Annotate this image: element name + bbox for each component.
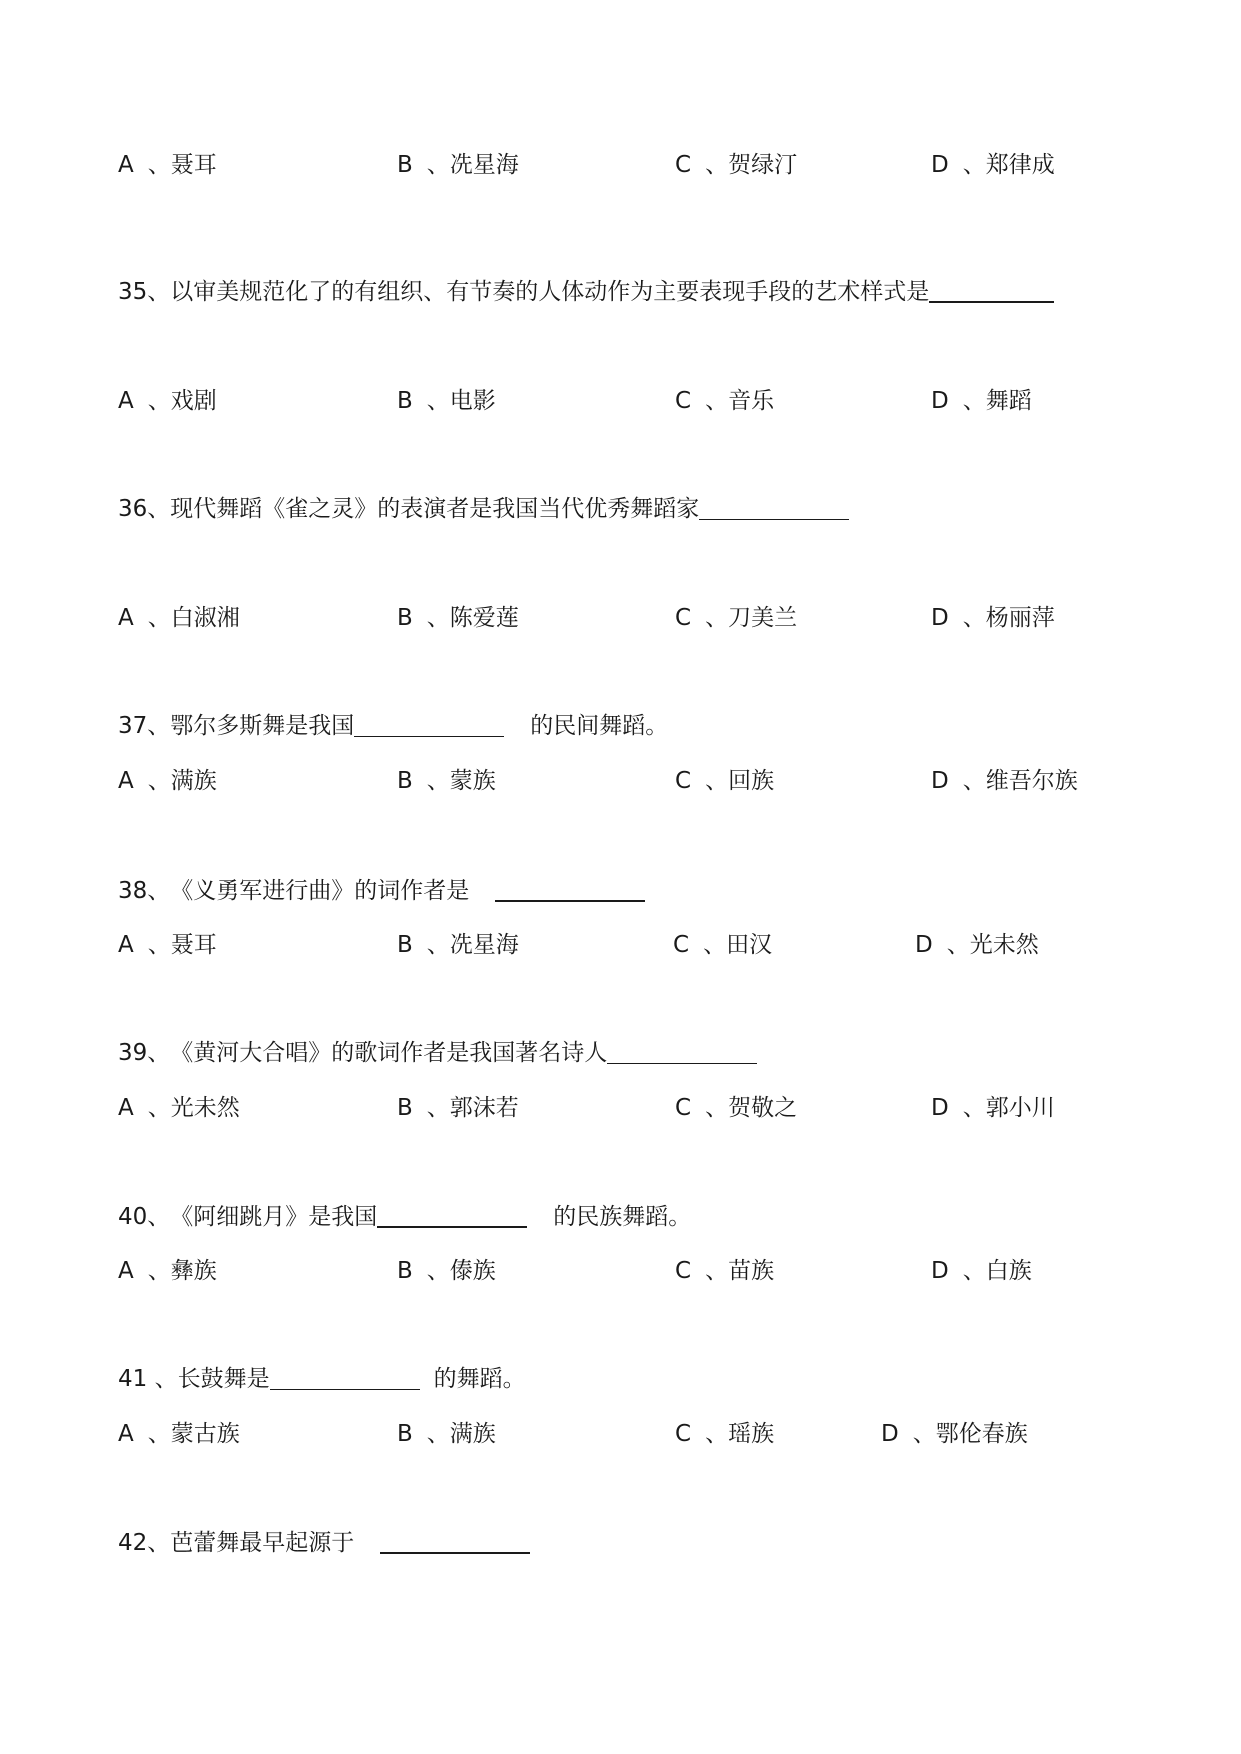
option-sep: 、	[946, 932, 970, 958]
question-number: 40、	[118, 1204, 171, 1230]
option-letter: C	[675, 605, 692, 631]
option-letter: C	[675, 768, 692, 794]
option-text: 满族	[449, 1421, 496, 1447]
option-sep: 、	[426, 388, 450, 414]
option-text: 贺敬之	[728, 1095, 798, 1121]
question-stem: 长鼓舞是	[177, 1366, 270, 1392]
option-sep: 、	[705, 768, 729, 794]
option-text: 瑶族	[728, 1421, 775, 1447]
question-stem-end: 的民族舞蹈。	[553, 1204, 692, 1230]
option-a	[118, 1251, 217, 1291]
option-sep: 、	[147, 388, 171, 414]
option-letter: A	[118, 768, 134, 794]
option-a	[118, 925, 217, 965]
question-text	[118, 489, 849, 529]
question-number: 42、	[118, 1530, 171, 1556]
option-letter: B	[397, 1258, 413, 1284]
option-d	[931, 1251, 1032, 1291]
options-row-q36	[0, 598, 1241, 638]
option-sep: 、	[705, 605, 729, 631]
option-c	[675, 1251, 774, 1291]
question-stem: 《黄河大合唱》的歌词作者是我国著名诗人	[170, 1040, 608, 1066]
option-sep: 、	[426, 152, 450, 178]
question-stem: 《阿细跳月》是我国	[170, 1204, 378, 1230]
options-row-q35	[0, 381, 1241, 421]
option-text: 维吾尔族	[985, 768, 1078, 794]
option-d	[931, 1088, 1055, 1128]
option-sep: 、	[147, 932, 171, 958]
answer-blank[interactable]	[380, 1526, 530, 1554]
option-letter: A	[118, 388, 134, 414]
option-text: 郑律成	[985, 152, 1055, 178]
option-c	[675, 761, 774, 801]
option-sep: 、	[147, 605, 171, 631]
answer-blank[interactable]	[270, 1363, 420, 1390]
answer-blank[interactable]	[377, 1200, 527, 1228]
options-row-q34	[0, 145, 1241, 185]
option-c	[675, 1414, 774, 1454]
option-b	[397, 598, 519, 638]
option-sep: 、	[426, 932, 450, 958]
option-c	[675, 598, 797, 638]
option-letter: C	[675, 1421, 692, 1447]
option-text: 冼星海	[449, 152, 519, 178]
option-sep: 、	[705, 1258, 729, 1284]
option-b	[397, 925, 519, 965]
option-text: 郭小川	[985, 1095, 1055, 1121]
option-letter: D	[931, 1095, 949, 1121]
option-a	[118, 145, 217, 185]
option-text: 田汉	[726, 932, 773, 958]
option-letter: B	[397, 932, 413, 958]
option-sep: 、	[147, 1095, 171, 1121]
option-a	[118, 1414, 240, 1454]
option-text: 冼星海	[449, 932, 519, 958]
option-a	[118, 598, 240, 638]
option-sep: 、	[147, 152, 171, 178]
option-a	[118, 381, 217, 421]
option-sep: 、	[962, 152, 986, 178]
option-b	[397, 381, 496, 421]
question-stem: 鄂尔多斯舞是我国	[170, 713, 355, 739]
question-text	[118, 1196, 691, 1237]
option-text: 贺绿汀	[728, 152, 798, 178]
option-letter: B	[397, 1421, 413, 1447]
option-c	[675, 1088, 797, 1128]
option-b	[397, 1088, 519, 1128]
question-text	[118, 870, 645, 911]
option-sep: 、	[426, 605, 450, 631]
question-number: 38、	[118, 878, 171, 904]
question-35	[0, 271, 1241, 311]
question-number: 35、	[118, 279, 171, 305]
option-sep: 、	[147, 1258, 171, 1284]
option-letter: D	[931, 152, 949, 178]
question-stem: 《义勇军进行曲》的词作者是	[170, 878, 470, 904]
option-letter: D	[881, 1421, 899, 1447]
option-letter: D	[915, 932, 933, 958]
option-text: 郭沫若	[449, 1095, 519, 1121]
option-text: 刀美兰	[728, 605, 798, 631]
options-row-q40	[0, 1251, 1241, 1291]
question-39	[0, 1033, 1241, 1073]
option-b	[397, 145, 519, 185]
option-letter: B	[397, 388, 413, 414]
option-letter: C	[675, 152, 692, 178]
option-text: 蒙古族	[170, 1421, 240, 1447]
question-38	[0, 870, 1241, 910]
option-letter: D	[931, 605, 949, 631]
option-d	[915, 925, 1039, 965]
option-text: 鄂伦春族	[935, 1421, 1028, 1447]
option-sep: 、	[962, 388, 986, 414]
option-letter: C	[673, 932, 690, 958]
option-sep: 、	[703, 932, 727, 958]
option-d	[931, 598, 1055, 638]
question-36	[0, 489, 1241, 529]
question-37	[0, 706, 1241, 746]
option-text: 聂耳	[170, 152, 217, 178]
option-text: 傣族	[449, 1258, 496, 1284]
option-b	[397, 1251, 496, 1291]
options-row-q41	[0, 1414, 1241, 1454]
answer-blank[interactable]	[929, 275, 1054, 303]
option-letter: C	[675, 1095, 692, 1121]
option-b	[397, 1414, 496, 1454]
option-sep: 、	[426, 1421, 450, 1447]
option-sep: 、	[705, 152, 729, 178]
question-text	[118, 1359, 526, 1399]
option-letter: B	[397, 1095, 413, 1121]
options-row-q38	[0, 925, 1241, 965]
option-text: 满族	[170, 768, 217, 794]
option-c	[673, 925, 772, 965]
option-sep: 、	[962, 1258, 986, 1284]
question-stem: 现代舞蹈《雀之灵》的表演者是我国当代优秀舞蹈家	[170, 496, 700, 522]
option-letter: B	[397, 152, 413, 178]
option-letter: B	[397, 768, 413, 794]
question-42	[0, 1522, 1241, 1562]
option-sep: 、	[426, 768, 450, 794]
option-letter: A	[118, 605, 134, 631]
option-d	[881, 1414, 1028, 1454]
option-sep: 、	[705, 1421, 729, 1447]
option-sep: 、	[705, 1095, 729, 1121]
option-d	[931, 145, 1055, 185]
option-sep: 、	[147, 1421, 171, 1447]
option-sep: 、	[147, 768, 171, 794]
option-letter: A	[118, 1095, 134, 1121]
answer-blank[interactable]	[699, 493, 849, 520]
option-text: 苗族	[728, 1258, 775, 1284]
option-letter: A	[118, 1421, 134, 1447]
option-c	[675, 145, 797, 185]
option-d	[931, 761, 1078, 801]
option-letter: C	[675, 388, 692, 414]
option-text: 杨丽萍	[985, 605, 1055, 631]
option-text: 舞蹈	[985, 388, 1032, 414]
question-text	[118, 271, 1054, 312]
option-text: 回族	[728, 768, 775, 794]
question-stem: 以审美规范化了的有组织、有节奏的人体动作为主要表现手段的艺术样式是	[170, 279, 930, 305]
option-a	[118, 761, 217, 801]
option-b	[397, 761, 496, 801]
option-d	[931, 381, 1032, 421]
option-text: 白族	[985, 1258, 1032, 1284]
option-text: 白淑湘	[170, 605, 240, 631]
option-text: 音乐	[728, 388, 775, 414]
question-number: 39、	[118, 1040, 171, 1066]
answer-blank[interactable]	[607, 1037, 757, 1064]
answer-blank[interactable]	[354, 710, 504, 737]
option-letter: D	[931, 1258, 949, 1284]
option-letter: D	[931, 388, 949, 414]
option-c	[675, 381, 774, 421]
option-text: 戏剧	[170, 388, 217, 414]
option-letter: A	[118, 152, 134, 178]
question-40	[0, 1196, 1241, 1236]
option-letter: B	[397, 605, 413, 631]
question-text	[118, 706, 668, 746]
option-letter: C	[675, 1258, 692, 1284]
option-a	[118, 1088, 240, 1128]
option-sep: 、	[962, 605, 986, 631]
question-text	[118, 1522, 530, 1563]
answer-blank[interactable]	[495, 874, 645, 902]
question-stem-end: 的舞蹈。	[433, 1366, 526, 1392]
question-number: 41 、	[118, 1366, 178, 1392]
options-row-q37	[0, 761, 1241, 801]
option-sep: 、	[705, 388, 729, 414]
option-sep: 、	[962, 1095, 986, 1121]
option-text: 彝族	[170, 1258, 217, 1284]
option-text: 光未然	[170, 1095, 240, 1121]
option-text: 蒙族	[449, 768, 496, 794]
options-row-q39	[0, 1088, 1241, 1128]
question-number: 37、	[118, 713, 171, 739]
question-stem-end: 的民间舞蹈。	[530, 713, 669, 739]
option-sep: 、	[962, 768, 986, 794]
option-text: 陈爱莲	[449, 605, 519, 631]
option-sep: 、	[426, 1258, 450, 1284]
question-number: 36、	[118, 496, 171, 522]
option-letter: A	[118, 1258, 134, 1284]
option-sep: 、	[426, 1095, 450, 1121]
question-41	[0, 1359, 1241, 1399]
question-stem: 芭蕾舞最早起源于	[170, 1530, 355, 1556]
option-text: 聂耳	[170, 932, 217, 958]
option-text: 光未然	[969, 932, 1039, 958]
question-text	[118, 1033, 757, 1073]
option-letter: D	[931, 768, 949, 794]
option-sep: 、	[912, 1421, 936, 1447]
option-letter: A	[118, 932, 134, 958]
option-text: 电影	[449, 388, 496, 414]
